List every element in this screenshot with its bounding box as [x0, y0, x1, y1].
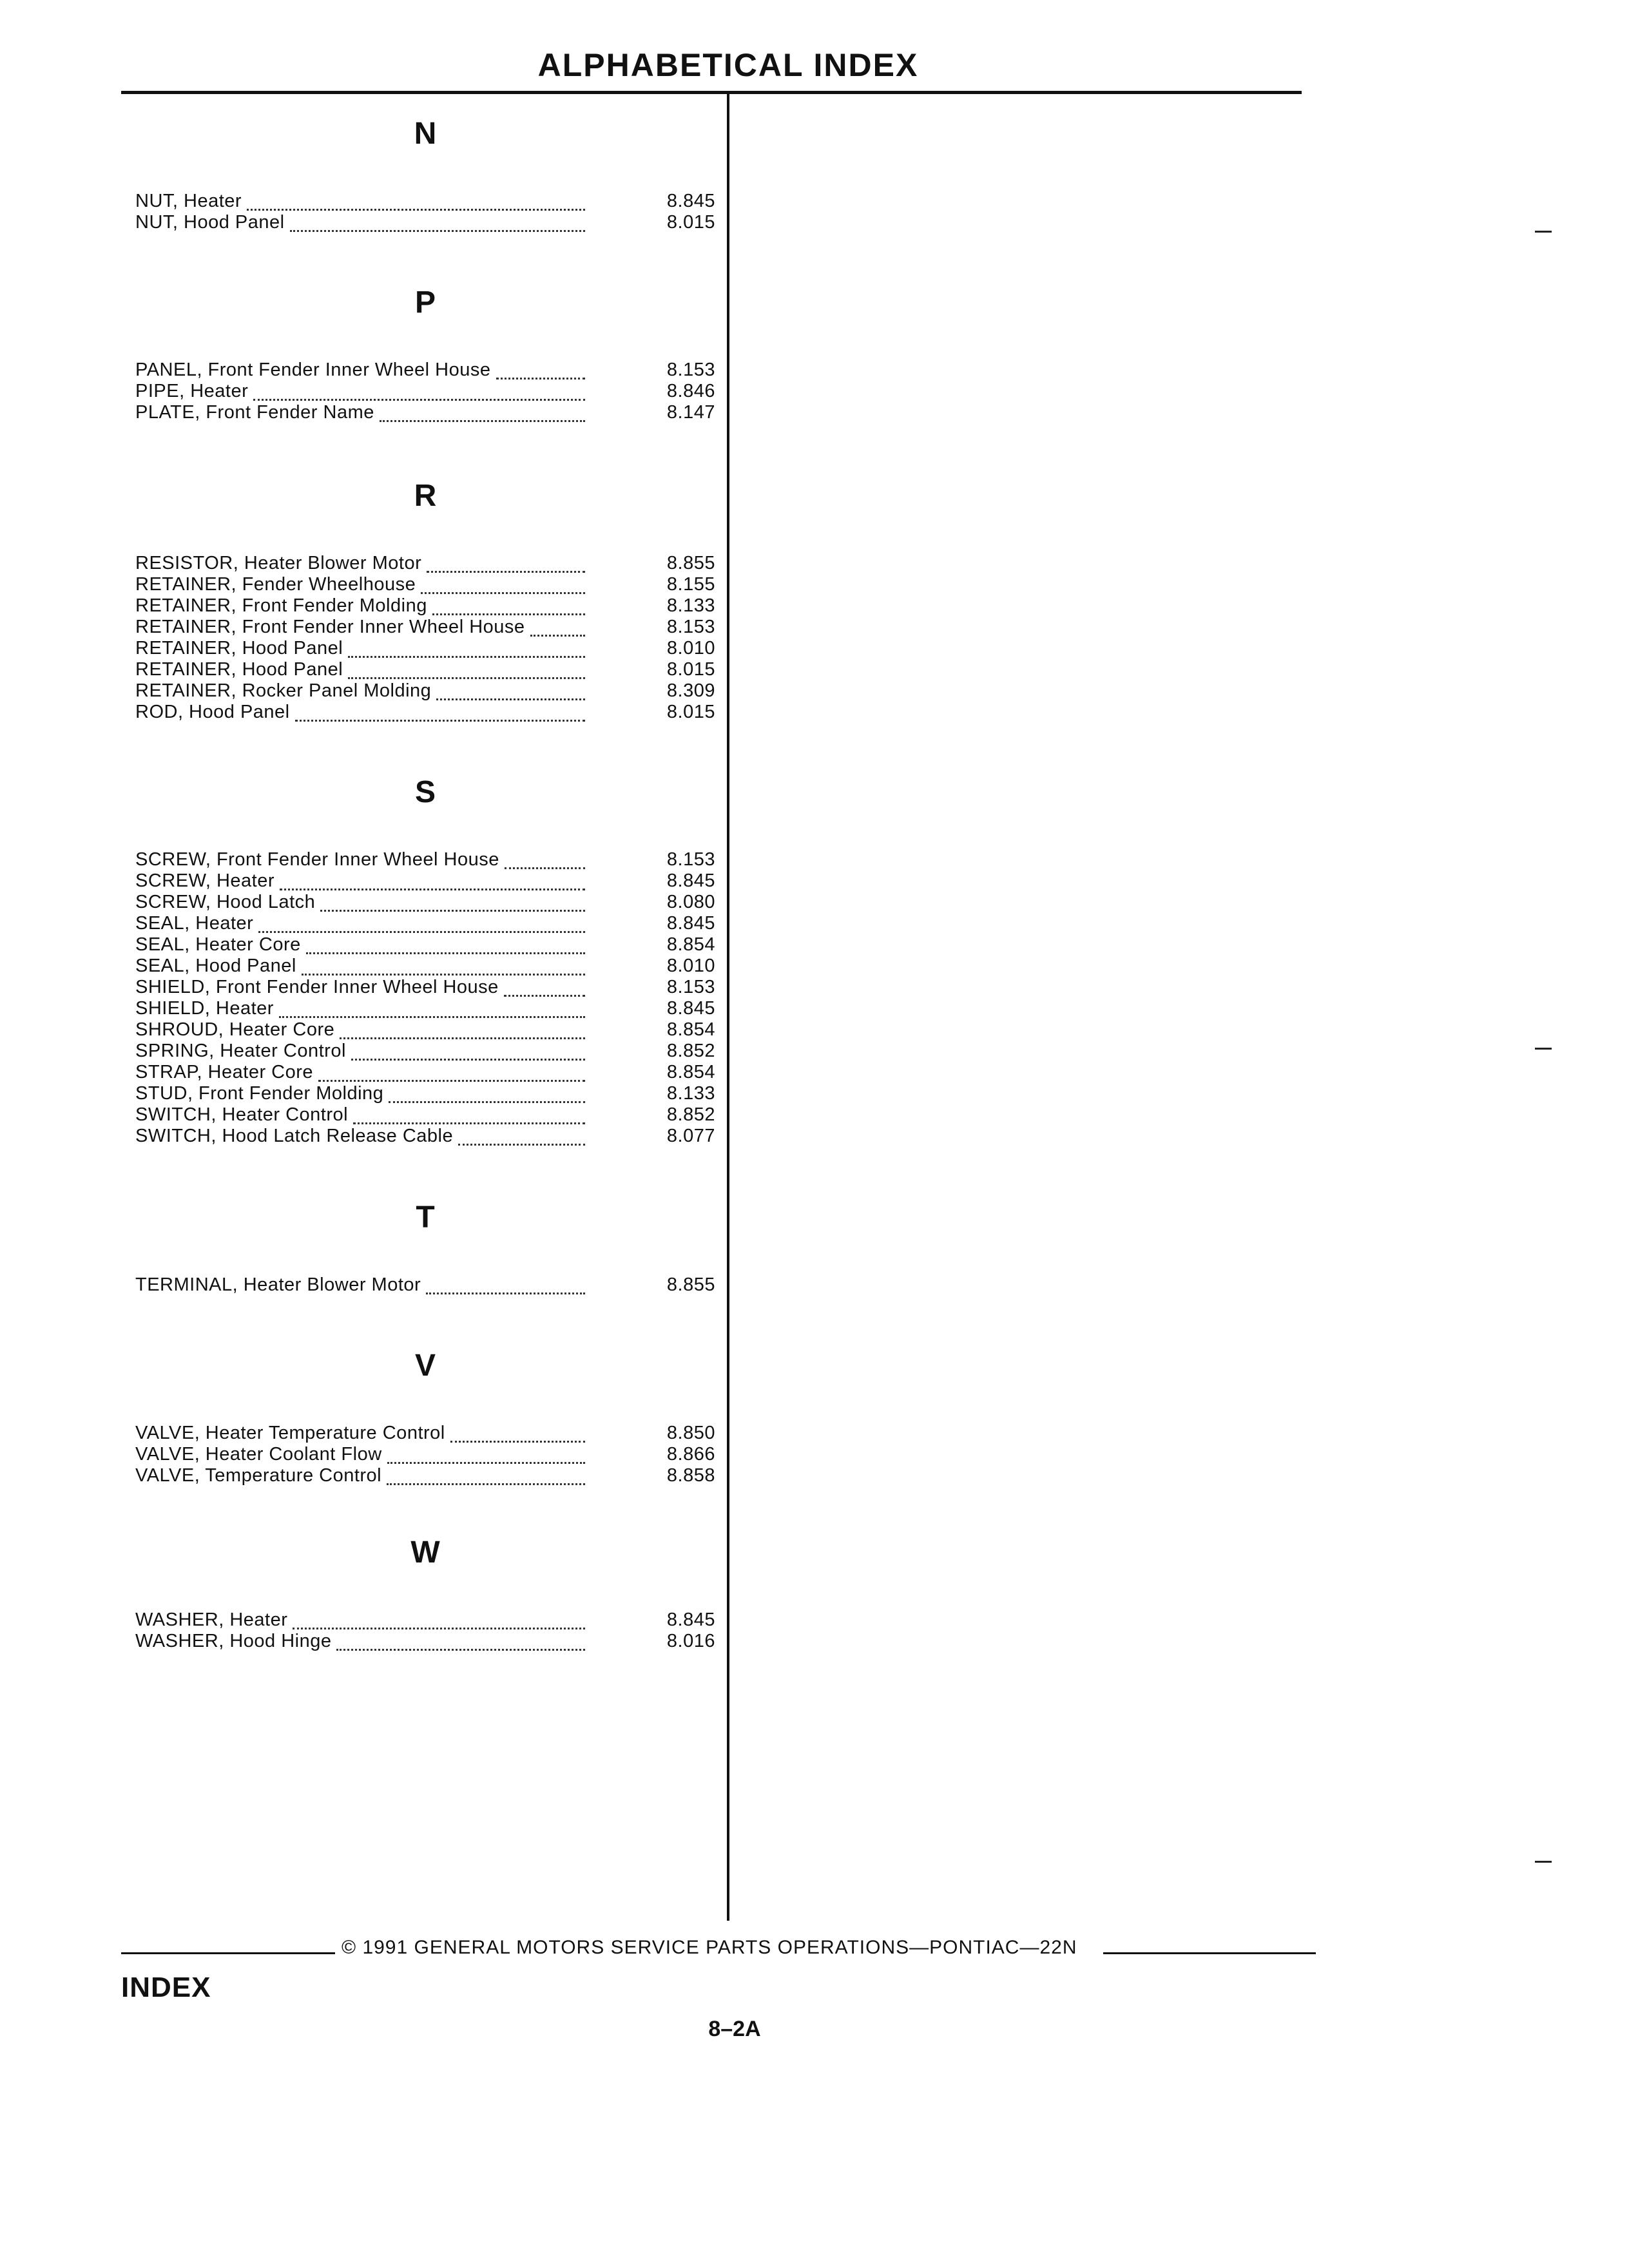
entry-page: 8.153: [666, 617, 715, 637]
dot-leader: [382, 1458, 590, 1460]
entry-label: SPRING, Heater Control: [135, 1041, 346, 1061]
dot-leader: [491, 374, 591, 376]
dot-leader: [248, 395, 590, 397]
entry-page: 8.016: [666, 1631, 715, 1651]
entry-page: 8.858: [666, 1465, 715, 1486]
entry-label: SWITCH, Hood Latch Release Cable: [135, 1126, 454, 1146]
dot-leader: [301, 948, 590, 950]
entry-page: 8.015: [666, 659, 715, 680]
dot-leader: [242, 205, 590, 207]
index-entry: [135, 1019, 715, 1041]
entry-page: 8.153: [666, 360, 715, 380]
index-entry: [135, 381, 715, 402]
entry-label: NUT, Hood Panel: [135, 212, 285, 233]
entry-label: RETAINER, Front Fender Inner Wheel House: [135, 617, 525, 637]
margin-mark: [1535, 231, 1552, 233]
dot-leader: [275, 885, 590, 887]
dot-leader: [274, 1012, 590, 1014]
section-letter: R: [414, 479, 437, 513]
entry-label: PIPE, Heater: [135, 381, 249, 401]
entry-page: 8.133: [666, 1083, 715, 1104]
dot-leader: [383, 1097, 590, 1099]
entry-page: 8.155: [666, 574, 715, 595]
entry-page: 8.845: [666, 191, 715, 211]
index-entry: [135, 212, 715, 233]
index-entry: [135, 574, 715, 595]
entry-page: 8.855: [666, 1274, 715, 1295]
index-entry: [135, 553, 715, 574]
entry-label: WASHER, Heater: [135, 1610, 288, 1630]
entry-page: 8.153: [666, 849, 715, 870]
entry-label: TERMINAL, Heater Blower Motor: [135, 1274, 421, 1295]
entry-page: 8.846: [666, 381, 715, 401]
dot-leader: [421, 1289, 590, 1291]
index-entry: [135, 1062, 715, 1083]
index-entry: [135, 870, 715, 892]
index-entry: [135, 1610, 715, 1631]
dot-leader: [374, 416, 590, 418]
entry-page: 8.015: [666, 702, 715, 722]
index-entry: [135, 702, 715, 723]
dot-leader: [381, 1479, 590, 1481]
entry-label: STRAP, Heater Core: [135, 1062, 314, 1082]
entry-page: 8.850: [666, 1423, 715, 1443]
entry-label: NUT, Heater: [135, 191, 242, 211]
dot-leader: [346, 1055, 590, 1057]
footer-rule-right: [1103, 1952, 1316, 1954]
entry-label: RETAINER, Fender Wheelhouse: [135, 574, 416, 595]
dot-leader: [285, 226, 590, 228]
dot-leader: [453, 1140, 590, 1142]
index-entry: [135, 1423, 715, 1444]
entry-page: 8.010: [666, 956, 715, 976]
dot-leader: [416, 588, 590, 590]
dot-leader: [499, 863, 590, 865]
section-entries: [135, 1610, 715, 1652]
entry-page: 8.147: [666, 402, 715, 423]
entry-page: 8.845: [666, 998, 715, 1019]
entry-label: PLATE, Front Fender Name: [135, 402, 374, 423]
entry-label: WASHER, Hood Hinge: [135, 1631, 332, 1651]
dot-leader: [313, 1076, 590, 1078]
index-entry: [135, 1444, 715, 1465]
index-entry: [135, 402, 715, 423]
entry-label: SWITCH, Heater Control: [135, 1104, 349, 1125]
index-entry: [135, 638, 715, 659]
index-entry: [135, 998, 715, 1019]
entry-label: SEAL, Heater Core: [135, 934, 301, 955]
section-letter: P: [414, 285, 436, 320]
entry-page: 8.854: [666, 934, 715, 955]
section-entries: [135, 1274, 715, 1296]
index-entry: [135, 1465, 715, 1486]
index-entry: [135, 360, 715, 381]
entry-label: RETAINER, Hood Panel: [135, 659, 343, 680]
entry-label: VALVE, Temperature Control: [135, 1465, 382, 1486]
index-entry: [135, 956, 715, 977]
index-entry: [135, 595, 715, 617]
index-entry: [135, 1083, 715, 1104]
entry-page: 8.845: [666, 870, 715, 891]
entry-label: RETAINER, Hood Panel: [135, 638, 343, 658]
entry-page: 8.080: [666, 892, 715, 912]
index-entry: [135, 1104, 715, 1126]
section-entries: [135, 360, 715, 423]
index-entry: [135, 1041, 715, 1062]
section-entries: [135, 1423, 715, 1486]
entry-label: RETAINER, Front Fender Molding: [135, 595, 427, 616]
entry-label: RESISTOR, Heater Blower Motor: [135, 553, 422, 573]
entry-label: SEAL, Heater: [135, 913, 254, 934]
dot-leader: [315, 906, 590, 908]
entry-label: RETAINER, Rocker Panel Molding: [135, 680, 432, 701]
section-letter: W: [410, 1535, 440, 1570]
dot-leader: [348, 1119, 590, 1120]
index-entry: [135, 913, 715, 934]
entry-label: PANEL, Front Fender Inner Wheel House: [135, 360, 491, 380]
footer-rule-left: [121, 1952, 335, 1954]
entry-label: SHIELD, Heater: [135, 998, 274, 1019]
entry-page: 8.015: [666, 212, 715, 233]
dot-leader: [421, 567, 590, 569]
entry-page: 8.852: [666, 1041, 715, 1061]
entry-page: 8.309: [666, 680, 715, 701]
margin-mark: [1535, 1861, 1552, 1863]
index-entry: [135, 617, 715, 638]
entry-label: SCREW, Front Fender Inner Wheel House: [135, 849, 499, 870]
index-entry: [135, 1126, 715, 1147]
entry-page: 8.133: [666, 595, 715, 616]
page-title: ALPHABETICAL INDEX: [537, 47, 919, 83]
dot-leader: [287, 1624, 590, 1626]
dot-leader: [445, 1437, 590, 1439]
index-entry: [135, 1631, 715, 1652]
dot-leader: [525, 631, 590, 633]
section-label: INDEX: [121, 1972, 211, 2003]
dot-leader: [431, 695, 590, 697]
header-rule: [121, 91, 1302, 94]
section-entries: [135, 191, 715, 233]
entry-page: 8.854: [666, 1019, 715, 1040]
entry-label: SEAL, Hood Panel: [135, 956, 296, 976]
index-entry: [135, 680, 715, 702]
index-entry: [135, 892, 715, 913]
column-divider: [727, 91, 729, 1921]
section-letter: N: [414, 117, 437, 151]
entry-page: 8.153: [666, 977, 715, 997]
copyright-notice: © 1991 GENERAL MOTORS SERVICE PARTS OPERATIONS—PONTIAC—22N: [342, 1937, 1077, 1958]
entry-label: STUD, Front Fender Molding: [135, 1083, 384, 1104]
section-entries: [135, 553, 715, 723]
dot-leader: [343, 652, 590, 654]
margin-mark: [1535, 1048, 1552, 1050]
index-entry: [135, 977, 715, 998]
entry-label: ROD, Hood Panel: [135, 702, 290, 722]
entry-page: 8.010: [666, 638, 715, 658]
dot-leader: [343, 673, 590, 675]
index-entry: [135, 659, 715, 680]
entry-label: SCREW, Hood Latch: [135, 892, 316, 912]
section-entries: [135, 849, 715, 1147]
entry-label: SHROUD, Heater Core: [135, 1019, 335, 1040]
entry-page: 8.845: [666, 1610, 715, 1630]
section-letter: V: [414, 1349, 436, 1383]
index-entry: [135, 849, 715, 870]
dot-leader: [290, 716, 590, 718]
dot-leader: [334, 1033, 590, 1035]
entry-label: VALVE, Heater Temperature Control: [135, 1423, 445, 1443]
dot-leader: [253, 927, 590, 929]
index-entry: [135, 1274, 715, 1296]
dot-leader: [499, 991, 590, 993]
dot-leader: [296, 970, 590, 972]
index-entry: [135, 934, 715, 956]
dot-leader: [331, 1645, 590, 1647]
page-number: 8–2A: [708, 2017, 761, 2041]
section-letter: S: [414, 775, 436, 809]
entry-label: VALVE, Heater Coolant Flow: [135, 1444, 382, 1465]
index-entry: [135, 191, 715, 212]
entry-page: 8.866: [666, 1444, 715, 1465]
entry-page: 8.077: [666, 1126, 715, 1146]
entry-label: SCREW, Heater: [135, 870, 275, 891]
entry-page: 8.854: [666, 1062, 715, 1082]
section-letter: T: [416, 1200, 435, 1235]
entry-page: 8.845: [666, 913, 715, 934]
entry-page: 8.855: [666, 553, 715, 573]
entry-label: SHIELD, Front Fender Inner Wheel House: [135, 977, 499, 997]
dot-leader: [427, 610, 590, 611]
entry-page: 8.852: [666, 1104, 715, 1125]
